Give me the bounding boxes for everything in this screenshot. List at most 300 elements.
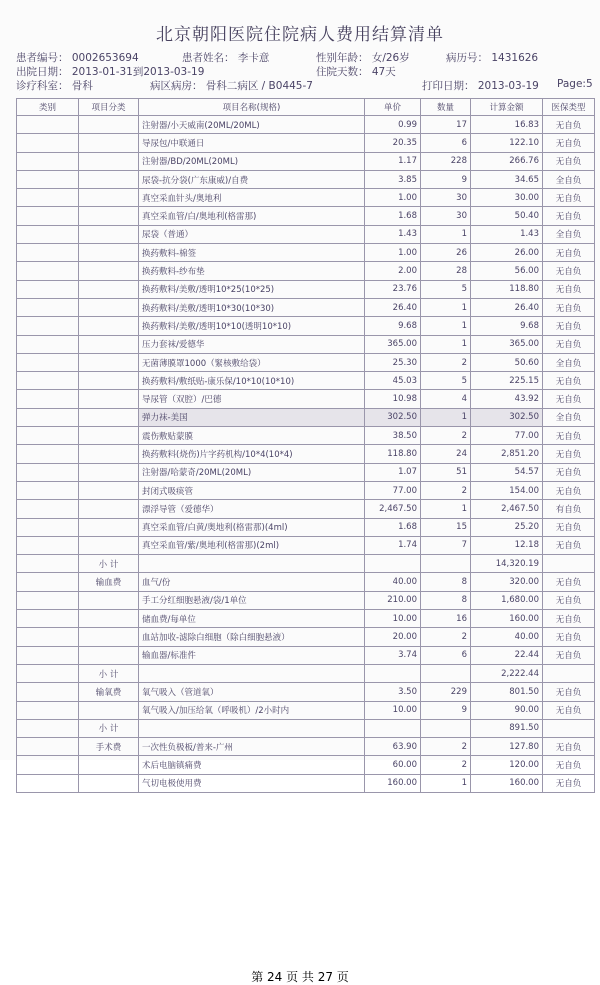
cell-item-name [139,555,365,573]
cell-subcategory [79,756,139,774]
cell-item-name: 氧气吸入（管道氧） [139,683,365,701]
cell-subcategory [79,353,139,371]
patient-id-field [16,50,139,65]
cell-subcategory [79,591,139,609]
cell-category [17,500,79,518]
cell-quantity: 9 [421,170,471,188]
cell-subcategory [79,463,139,481]
cell-subcategory: 输氧费 [79,683,139,701]
cell-item-name: 换药敷料/敷纸贴-康乐保/10*10(10*10) [139,372,365,390]
cell-insurance-type: 有自负 [543,500,595,518]
header-quantity: 数量 [421,99,471,116]
cell-subcategory [79,244,139,262]
table-row [17,225,595,243]
cell-subcategory [79,628,139,646]
cell-amount: 160.00 [471,610,543,628]
gender-age-label: 性别年龄： [316,52,369,64]
cell-subcategory [79,427,139,445]
cell-quantity: 2 [421,353,471,371]
cell-unit-price: 77.00 [365,481,421,499]
patient-id-value: 0002653694 [71,52,139,64]
cell-quantity: 7 [421,536,471,554]
ward-field [150,78,313,93]
cell-unit-price: 2.00 [365,262,421,280]
cell-amount: 225.15 [471,372,543,390]
cell-quantity [421,664,471,682]
cell-category [17,774,79,792]
cell-unit-price: 1.00 [365,189,421,207]
table-row [17,280,595,298]
cell-quantity: 24 [421,445,471,463]
page-label: Page:5 [557,78,593,90]
cell-amount: 302.50 [471,408,543,426]
cell-unit-price: 3.85 [365,170,421,188]
document-title: 北京朝阳医院住院病人费用结算清单 [156,25,444,45]
table-row [17,189,595,207]
cell-subcategory [79,116,139,134]
cell-amount: 120.00 [471,756,543,774]
table-row [17,372,595,390]
cell-subcategory [79,445,139,463]
cell-subcategory [79,152,139,170]
cell-insurance-type: 无自负 [543,738,595,756]
cell-category [17,280,79,298]
cell-category [17,335,79,353]
cell-item-name: 真空采血管/白/奥地利(格雷那) [139,207,365,225]
table-row [17,738,595,756]
cell-amount: 50.40 [471,207,543,225]
cell-category [17,536,79,554]
cell-category [17,427,79,445]
cell-category [17,116,79,134]
cell-insurance-type [543,719,595,737]
cell-insurance-type [543,555,595,573]
cell-amount: 891.50 [471,719,543,737]
cell-item-name: 震伤敷贴蒙膜 [139,427,365,445]
cell-item-name: 真空采血管/白黄/奥地利(格雷那)(4ml) [139,518,365,536]
cell-subcategory [79,408,139,426]
cell-item-name: 换药敷料/美敷/透明10*30(10*30) [139,298,365,316]
cell-insurance-type: 无自负 [543,683,595,701]
record-no-label: 病历号： [446,52,488,64]
cell-item-name: 血气/份 [139,573,365,591]
cell-subcategory [79,335,139,353]
cell-subcategory [79,134,139,152]
table-row [17,683,595,701]
cell-insurance-type: 无自负 [543,518,595,536]
cell-insurance-type: 无自负 [543,298,595,316]
days-label: 住院天数： [316,66,369,78]
cell-unit-price: 3.50 [365,683,421,701]
cell-item-name: 封闭式吸痰管 [139,481,365,499]
table-row [17,719,595,737]
table-header-row [17,99,595,116]
cell-subcategory [79,317,139,335]
cell-amount: 2,467.50 [471,500,543,518]
cell-insurance-type [543,664,595,682]
cell-item-name: 换药敷料-棉签 [139,244,365,262]
cell-category [17,481,79,499]
cell-quantity [421,719,471,737]
cell-category [17,628,79,646]
header-insurance-type: 医保类型 [543,99,595,116]
table-row [17,555,595,573]
cell-quantity: 1 [421,298,471,316]
cell-amount: 90.00 [471,701,543,719]
cell-subcategory [79,189,139,207]
ward-value: 骨科二病区 / B0445-7 [205,80,313,92]
record-no-field [446,50,538,65]
admit-date-label: 出院日期： [16,66,69,78]
cell-quantity: 228 [421,152,471,170]
cell-amount: 365.00 [471,335,543,353]
cell-subcategory [79,518,139,536]
cell-insurance-type: 无自负 [543,591,595,609]
cell-unit-price: 9.68 [365,317,421,335]
cell-category [17,353,79,371]
cell-insurance-type: 无自负 [543,701,595,719]
cell-item-name: 注射器/哈蒙奇/20ML(20ML) [139,463,365,481]
cell-insurance-type: 无自负 [543,445,595,463]
cell-insurance-type: 无自负 [543,262,595,280]
cell-quantity: 2 [421,756,471,774]
cell-insurance-type: 无自负 [543,335,595,353]
cell-quantity: 16 [421,610,471,628]
table-row [17,317,595,335]
cell-item-name: 储血费/每单位 [139,610,365,628]
cell-amount: 25.20 [471,518,543,536]
table-row [17,152,595,170]
gender-age-field [316,50,410,65]
table-row [17,701,595,719]
table-row [17,262,595,280]
cell-amount: 34.65 [471,170,543,188]
cell-insurance-type: 全自负 [543,225,595,243]
cell-amount: 1,680.00 [471,591,543,609]
cell-quantity [421,555,471,573]
cell-amount: 154.00 [471,481,543,499]
cell-item-name: 真空采血针头/奥地利 [139,189,365,207]
cell-amount: 266.76 [471,152,543,170]
cell-subcategory: 手术费 [79,738,139,756]
cell-quantity: 9 [421,701,471,719]
cell-subcategory [79,170,139,188]
table-row [17,628,595,646]
cell-subcategory [79,280,139,298]
header-subcategory: 项目分类 [79,99,139,116]
cell-subcategory: 小 计 [79,555,139,573]
cell-unit-price: 38.50 [365,427,421,445]
cell-subcategory [79,774,139,792]
cell-unit-price: 302.50 [365,408,421,426]
cell-amount: 122.10 [471,134,543,152]
cell-category [17,573,79,591]
cell-unit-price: 1.17 [365,152,421,170]
cell-amount: 2,222.44 [471,664,543,682]
cell-quantity: 8 [421,591,471,609]
table-row [17,427,595,445]
cell-unit-price: 0.99 [365,116,421,134]
cell-unit-price [365,719,421,737]
table-row [17,664,595,682]
cell-unit-price: 365.00 [365,335,421,353]
table-row [17,445,595,463]
cell-unit-price: 25.30 [365,353,421,371]
cell-category [17,372,79,390]
cell-quantity: 4 [421,390,471,408]
cell-item-name: 一次性负极板/普来-广州 [139,738,365,756]
cell-unit-price: 40.00 [365,573,421,591]
cell-unit-price: 3.74 [365,646,421,664]
cell-category [17,207,79,225]
cell-amount: 2,851.20 [471,445,543,463]
cell-quantity: 229 [421,683,471,701]
cell-amount: 26.00 [471,244,543,262]
header-item-name: 项目名称(规格) [139,99,365,116]
cell-amount: 9.68 [471,317,543,335]
cell-item-name: 注射器/小天威南(20ML/20ML) [139,116,365,134]
header-category: 类别 [17,99,79,116]
cell-unit-price: 20.35 [365,134,421,152]
gender-age-value: 女/26岁 [371,52,410,64]
cell-unit-price: 63.90 [365,738,421,756]
cell-item-name: 压力套袜/爱德华 [139,335,365,353]
cell-quantity: 6 [421,134,471,152]
table-row [17,298,595,316]
ward-label: 病区病房： [150,80,203,92]
table-row [17,573,595,591]
cell-unit-price: 10.00 [365,701,421,719]
cell-quantity: 1 [421,335,471,353]
cell-category [17,719,79,737]
table-row [17,591,595,609]
cell-category [17,463,79,481]
cell-item-name: 换药敷料(烧伤)片字药机构/10*4(10*4) [139,445,365,463]
print-date-label: 打印日期： [422,80,475,92]
cell-category [17,244,79,262]
cell-item-name: 术后电脑镇痛费 [139,756,365,774]
patient-id-label: 患者编号： [16,52,69,64]
cell-subcategory: 小 计 [79,719,139,737]
cell-item-name: 真空采血管/紫/奥地利(格雷那)(2ml) [139,536,365,554]
table-row [17,408,595,426]
cell-unit-price: 1.43 [365,225,421,243]
cell-unit-price [365,555,421,573]
cell-quantity: 26 [421,244,471,262]
cell-unit-price: 45.03 [365,372,421,390]
cell-item-name [139,664,365,682]
cell-amount: 1.43 [471,225,543,243]
cell-insurance-type: 全自负 [543,170,595,188]
cell-amount: 54.57 [471,463,543,481]
cell-unit-price: 160.00 [365,774,421,792]
dept-field [16,78,93,93]
patient-name-value: 李卡意 [237,52,270,64]
cell-insurance-type: 无自负 [543,463,595,481]
cell-quantity: 1 [421,500,471,518]
cell-subcategory: 输血费 [79,573,139,591]
table-row [17,500,595,518]
cell-insurance-type: 无自负 [543,152,595,170]
cell-insurance-type: 无自负 [543,372,595,390]
cell-quantity: 30 [421,189,471,207]
table-row [17,610,595,628]
cell-unit-price: 10.98 [365,390,421,408]
cell-insurance-type: 无自负 [543,573,595,591]
dept-label: 诊疗科室： [16,80,69,92]
cell-item-name: 弹力袜-美国 [139,408,365,426]
cell-category [17,262,79,280]
table-row [17,646,595,664]
cell-category [17,390,79,408]
table-row [17,170,595,188]
cell-insurance-type: 无自负 [543,628,595,646]
cell-insurance-type: 无自负 [543,116,595,134]
cell-amount: 56.00 [471,262,543,280]
cell-amount: 40.00 [471,628,543,646]
cell-insurance-type: 无自负 [543,774,595,792]
page-footer: 第 24 页 共 27 页 [251,970,349,984]
cell-subcategory [79,701,139,719]
cell-insurance-type: 无自负 [543,244,595,262]
cell-quantity: 2 [421,481,471,499]
fee-table [16,98,595,793]
cell-item-name: 导尿包/中联通日 [139,134,365,152]
cell-quantity: 2 [421,738,471,756]
cell-category [17,683,79,701]
cell-unit-price: 23.76 [365,280,421,298]
cell-quantity: 1 [421,225,471,243]
cell-quantity: 5 [421,372,471,390]
cell-unit-price: 1.00 [365,244,421,262]
cell-subcategory [79,262,139,280]
cell-insurance-type: 无自负 [543,207,595,225]
cell-insurance-type: 无自负 [543,189,595,207]
cell-insurance-type: 无自负 [543,756,595,774]
cell-insurance-type: 全自负 [543,408,595,426]
cell-unit-price: 26.40 [365,298,421,316]
cell-amount: 26.40 [471,298,543,316]
cell-insurance-type: 无自负 [543,134,595,152]
table-row [17,335,595,353]
cell-subcategory [79,372,139,390]
cell-unit-price: 1.07 [365,463,421,481]
cell-subcategory [79,646,139,664]
cell-item-name: 换药敷料-纱布垫 [139,262,365,280]
cell-amount: 22.44 [471,646,543,664]
cell-quantity: 1 [421,317,471,335]
cell-subcategory [79,500,139,518]
cell-category [17,225,79,243]
cell-quantity: 1 [421,774,471,792]
table-row [17,390,595,408]
cell-category [17,170,79,188]
print-date-value: 2013-03-19 [477,80,539,92]
cell-insurance-type: 无自负 [543,536,595,554]
cell-insurance-type: 无自负 [543,280,595,298]
cell-unit-price: 118.80 [365,445,421,463]
table-row [17,756,595,774]
cell-category [17,738,79,756]
cell-item-name: 无菌薄膜罩1000（緊核敷给袋） [139,353,365,371]
admit-date-value: 2013-01-31到2013-03-19 [71,66,205,78]
cell-amount: 30.00 [471,189,543,207]
cell-amount: 16.83 [471,116,543,134]
patient-name-label: 患者姓名： [182,52,235,64]
cell-category [17,518,79,536]
cell-quantity: 8 [421,573,471,591]
table-row [17,536,595,554]
cell-category [17,134,79,152]
table-row [17,518,595,536]
table-row [17,463,595,481]
cell-subcategory [79,536,139,554]
cell-quantity: 28 [421,262,471,280]
cell-subcategory: 小 计 [79,664,139,682]
fee-table-body [17,116,595,793]
cell-amount: 43.92 [471,390,543,408]
cell-amount: 801.50 [471,683,543,701]
print-date-field [422,78,539,93]
cell-item-name: 注射器/BD/20ML(20ML) [139,152,365,170]
header-amount: 计算金额 [471,99,543,116]
cell-subcategory [79,207,139,225]
admit-date-field [16,64,204,79]
cell-item-name: 换药敷料/美敷/透明10*25(10*25) [139,280,365,298]
cell-insurance-type: 无自负 [543,427,595,445]
cell-subcategory [79,390,139,408]
cell-quantity: 1 [421,408,471,426]
cell-item-name: 血站加收-滤除白细胞（除白细胞悬液） [139,628,365,646]
cell-unit-price: 1.68 [365,518,421,536]
cell-category [17,445,79,463]
cell-amount: 160.00 [471,774,543,792]
cell-insurance-type: 无自负 [543,481,595,499]
cell-item-name: 氧气吸入/加压给氧（呼吸机）/2小时内 [139,701,365,719]
cell-category [17,756,79,774]
cell-category [17,152,79,170]
cell-category [17,701,79,719]
cell-item-name: 输血器/标准件 [139,646,365,664]
cell-unit-price: 20.00 [365,628,421,646]
header-unit-price: 单价 [365,99,421,116]
record-no-value: 1431626 [491,52,539,64]
cell-quantity: 2 [421,628,471,646]
cell-category [17,591,79,609]
table-row [17,134,595,152]
days-field [316,64,396,79]
cell-unit-price: 1.74 [365,536,421,554]
cell-quantity: 17 [421,116,471,134]
cell-category [17,555,79,573]
cell-item-name: 换药敷料/美敷/透明10*10(透明10*10) [139,317,365,335]
days-value: 47天 [371,66,396,78]
cell-unit-price: 2,467.50 [365,500,421,518]
cell-category [17,317,79,335]
cell-unit-price: 210.00 [365,591,421,609]
cell-category [17,408,79,426]
cell-insurance-type: 无自负 [543,646,595,664]
cell-category [17,646,79,664]
table-row [17,207,595,225]
cell-insurance-type: 无自负 [543,390,595,408]
cell-amount: 14,320.19 [471,555,543,573]
cell-item-name: 漂浮导管（爱德华） [139,500,365,518]
cell-category [17,664,79,682]
table-row [17,353,595,371]
cell-quantity: 5 [421,280,471,298]
cell-item-name: 尿袋（普通） [139,225,365,243]
